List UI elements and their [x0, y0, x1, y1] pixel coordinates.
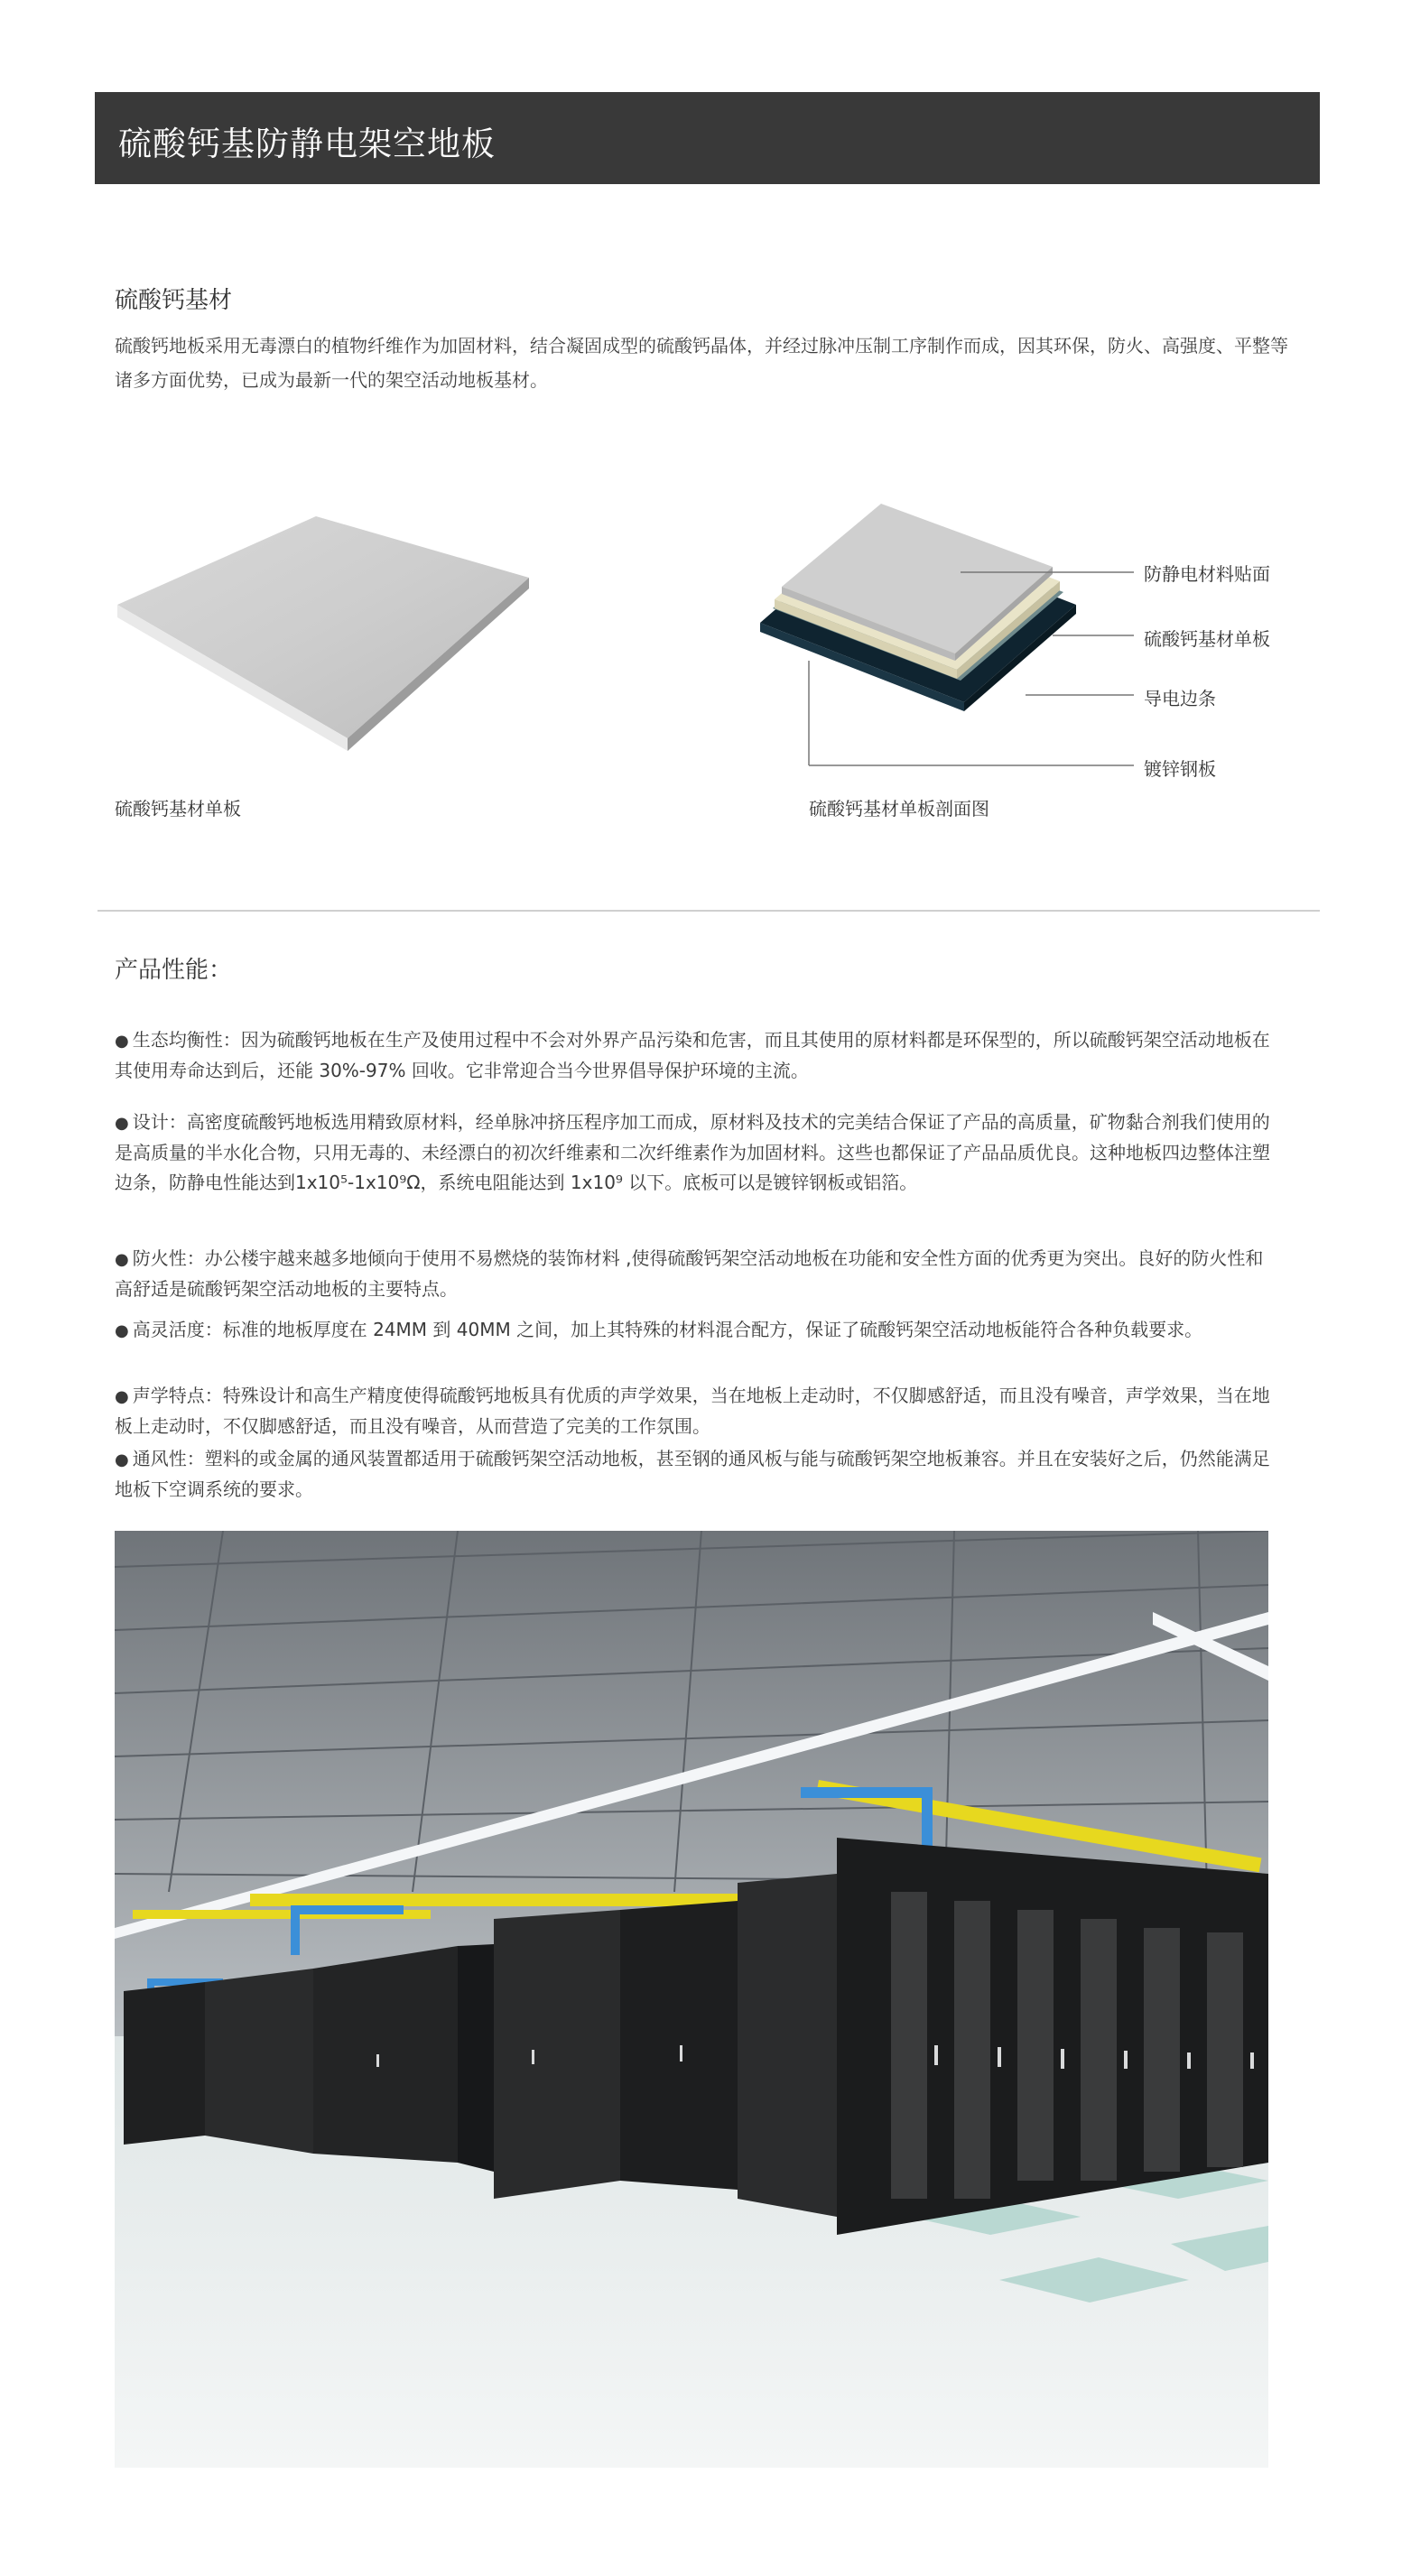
bullet-icon: ●: [115, 1387, 129, 1406]
bullet-icon: ●: [115, 1114, 129, 1133]
bullet-icon: ●: [115, 1032, 129, 1051]
feature-design: ● 设计：高密度硫酸钙地板选用精致原材料，经单脉冲挤压程序加工而成，原材料及技术的完美结合保证了产品的高质量，矿物黏合剂我们使用的是高质量的半水化合物，只用无毒的、未经漂白的初次纤维素和二次纤维素作为加固材料。这些也都保证了产品品质优良。这种地板四边整体注塑边条，防静电性能达到1x10⁵-1x10⁹Ω，系统电阻能达到 1x10⁹ 以下。底板可以是镀锌钢板或铝箔。: [115, 1111, 1270, 1193]
callout-core: 硫酸钙基材单板: [1144, 628, 1270, 650]
figure-caption-board: 硫酸钙基材单板: [115, 798, 241, 820]
header-bar: [95, 92, 1320, 184]
section-divider: [97, 910, 1320, 912]
callout-edge-strip: 导电边条: [1144, 688, 1216, 709]
section-title-performance: 产品性能：: [115, 957, 233, 984]
board-illustration: [108, 505, 542, 776]
feature-acoustics: ● 声学特点：特殊设计和高生产精度使得硫酸钙地板具有优质的声学效果，当在地板上走动时，不仅脚感舒适，而且没有噪音，声学效果，当在地板上走动时，不仅脚感舒适，而且没有噪音，从而营造了完美的工作氛围。: [115, 1385, 1270, 1437]
figure-caption-section: 硫酸钙基材单板剖面图: [809, 798, 989, 820]
intro-paragraph: 硫酸钙地板采用无毒漂白的植物纤维作为加固材料，结合凝固成型的硫酸钙晶体，并经过脉冲压制工序制作而成，因其环保，防火、高强度、平整等诸多方面优势，已成为最新一代的架空活动地板基材。: [115, 335, 1288, 391]
section-title-material: 硫酸钙基材: [115, 287, 233, 314]
bullet-icon: ●: [115, 1450, 129, 1469]
feature-fire-resistance: ● 防火性：办公楼宇越来越多地倾向于使用不易燃烧的装饰材料 ,使得硫酸钙架空活动地板在功能和安全性方面的优秀更为突出。良好的防火性和高舒适是硫酸钙架空活动地板的主要特点。: [115, 1247, 1264, 1300]
page-title: 硫酸钙基防静电架空地板: [118, 125, 496, 163]
bullet-icon: ●: [115, 1250, 129, 1269]
feature-flexibility: ● 高灵活度：标准的地板厚度在 24MM 到 40MM 之间，加上其特殊的材料混合配方，保证了硫酸钙架空活动地板能符合各种负载要求。: [115, 1319, 1203, 1340]
feature-ventilation: ● 通风性：塑料的或金属的通风装置都适用于硫酸钙架空活动地板，甚至钢的通风板与能与硫酸钙架空地板兼容。并且在安装好之后，仍然能满足地板下空调系统的要求。: [115, 1448, 1270, 1500]
bullet-icon: ●: [115, 1321, 129, 1340]
callout-steel-plate: 镀锌钢板: [1144, 758, 1216, 780]
feature-ecology: ● 生态均衡性：因为硫酸钙地板在生产及使用过程中不会对外界产品污染和危害，而且其使用的原材料都是环保型的，所以硫酸钙架空活动地板在其使用寿命达到后，还能 30%-97% 回收。它非常迎合当今世界倡导保护环境的主流。: [115, 1029, 1270, 1081]
data-center-photo: [115, 1531, 1268, 2468]
callout-surface: 防静电材料贴面: [1144, 563, 1270, 585]
